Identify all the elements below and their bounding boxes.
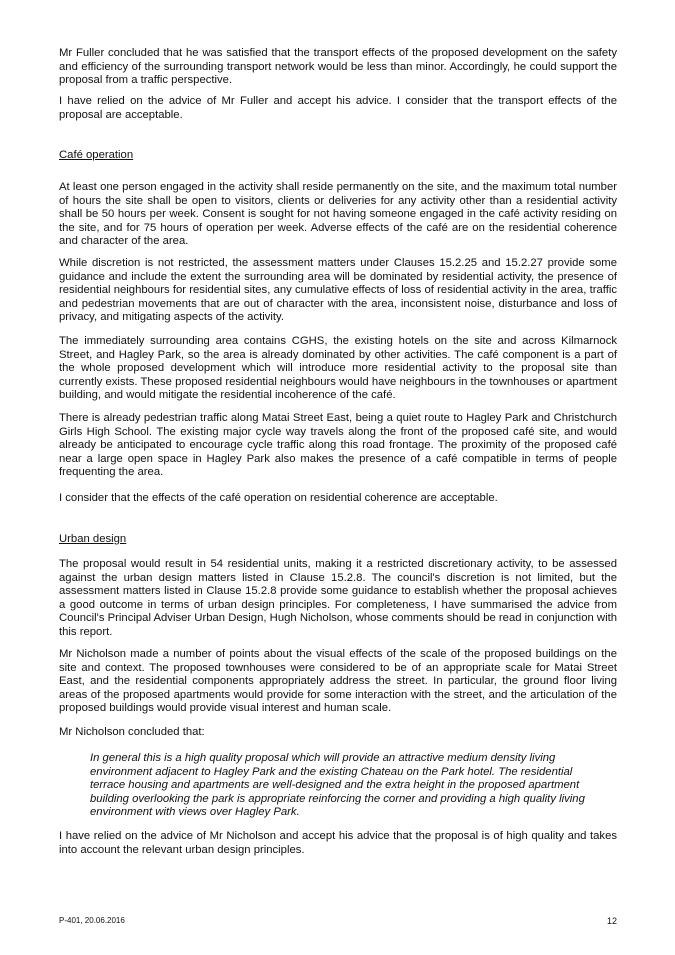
urban-design-acceptance-paragraph: I have relied on the advice of Mr Nicholson and accept his advice that the proposal is of high quality and takes into account the relevant urban design principles.: [59, 830, 617, 856]
cafe-pedestrian-traffic-paragraph: There is already pedestrian traffic along Matai Street East, being a quiet route to Hagley Park and Christchurch Girls High School. The existing major cycle way travels along the front of the proposed café site, and would already be anticipated to encourage cycle traffic along this road frontage. The proximity of the proposed café near a large open space in Hagley Park also makes the presence of a café compatible in terms of people frequenting the area.: [59, 412, 617, 479]
transport-conclusion-paragraph: Mr Fuller concluded that he was satisfied that the transport effects of the proposed development on the safety and efficiency of the surrounding transport network would be less than minor. Accordingly, he could support the proposal from a traffic perspective.: [59, 47, 617, 87]
cafe-conclusion-paragraph: I consider that the effects of the café operation on residential coherence are acceptable.: [59, 492, 498, 504]
nicholson-quote: In general this is a high quality proposal which will provide an attractive medium density living environment adjacent to Hagley Park and the existing Chateau on the Park hotel. The residential terrace housing and apartments are well-designed and the extra height in the proposed apartment building overlooking the park is appropriate reinforcing the corner and providing a high quality living environment with views over Hagley Park.: [90, 752, 585, 819]
cafe-assessment-paragraph: While discretion is not restricted, the assessment matters under Clauses 15.2.25 and 15.2.27 provide some guidance and include the extent the surrounding area will be dominated by residential activity, the presence of residential neighbours for residential sites, any cumulative effects of loss of residential activity in the area, traffic and pedestrian movements that are out of character with the area, inconsistent noise, disturbance and loss of privacy, and mitigating aspects of the activity.: [59, 257, 617, 324]
transport-acceptance-paragraph: I have relied on the advice of Mr Fuller and accept his advice. I consider that the transport effects of the proposal are acceptable.: [59, 95, 617, 121]
urban-design-heading: Urban design: [59, 533, 127, 545]
footer-reference: P-401, 20.06.2016: [59, 916, 125, 925]
cafe-operation-heading: Café operation: [59, 149, 134, 161]
nicholson-concluded-paragraph: Mr Nicholson concluded that:: [59, 726, 205, 738]
page-number: 12: [606, 916, 617, 926]
urban-design-intro-paragraph: The proposal would result in 54 residential units, making it a restricted discretionary activity, to be assessed against the urban design matters listed in Clause 15.2.8. The council's discretion is not limited, but the assessment matters listed in Clause 15.2.8 provide some guidance to establish whether the proposal achieves a good outcome in terms of urban design principles. For completeness, I have summarised the advice from Council's Principal Adviser Urban Design, Hugh Nicholson, whose comments should be read in conjunction with this report.: [59, 558, 617, 638]
urban-design-visual-effects-paragraph: Mr Nicholson made a number of points about the visual effects of the scale of the proposed buildings on the site and context. The proposed townhouses were considered to be of an appropriate scale for Matai Street East, and the residential components appropriately address the street. In particular, the ground floor living areas of the proposed apartments would provide for some interaction with the street, and the articulation of the proposed buildings would provide visual interest and human scale.: [59, 648, 617, 715]
cafe-rule-paragraph: At least one person engaged in the activity shall reside permanently on the site, and the maximum total number of hours the site shall be open to visitors, clients or deliveries for any activity other than a residential activity shall be 50 hours per week. Consent is sought for not having someone engaged in the café activity residing on the site, and for 75 hours of operation per week. Adverse effects of the café are on the residential coherence and character of the area.: [59, 181, 617, 248]
cafe-surrounding-area-paragraph: The immediately surrounding area contains CGHS, the existing hotels on the site and across Kilmarnock Street, and Hagley Park, so the area is already dominated by other activities. The café component is a part of the whole proposed development which will introduce more residential activity to the proposal site than currently exists. These proposed residential neighbours would have neighbours in the townhouses or apartment building, and would mitigate the residential incoherence of the café.: [59, 335, 617, 402]
